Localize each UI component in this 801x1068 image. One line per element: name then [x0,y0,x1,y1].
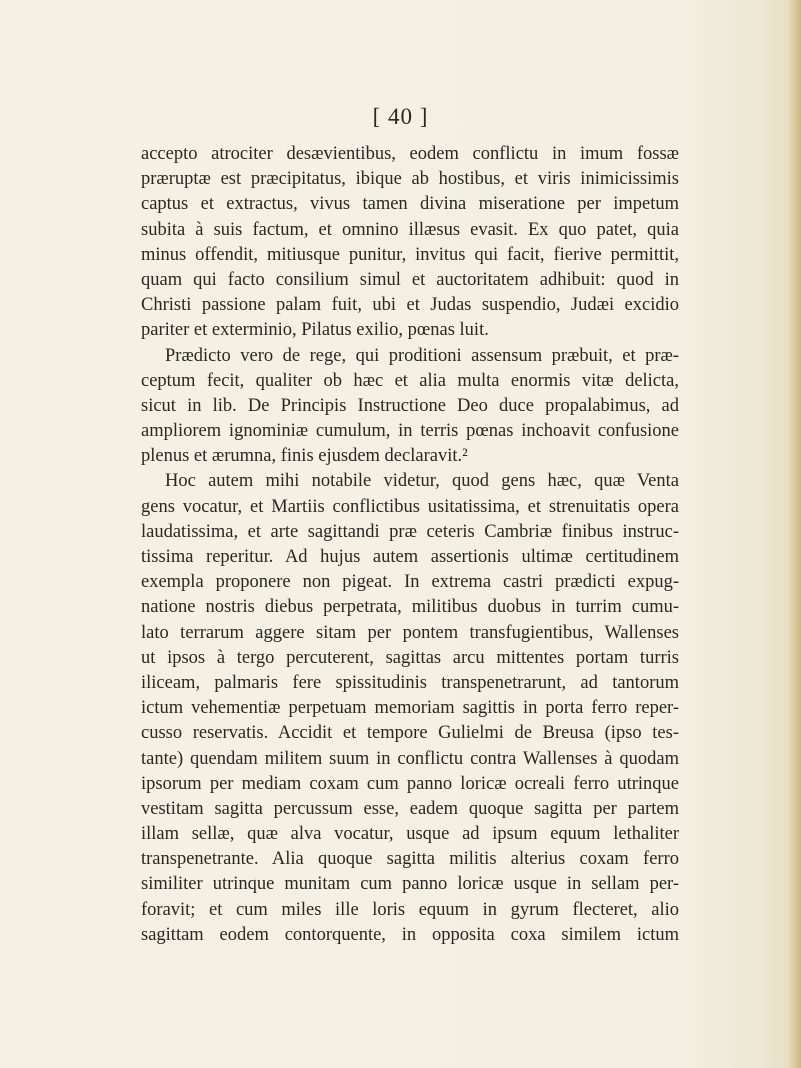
body-text [141,142,679,948]
text-line: accepto atrociter desævientibus, eodem conflictu in imum fossæ [141,144,679,164]
text-line: natione nostris diebus perpetrata, militibus duobus in turrim cumu- [141,597,679,618]
text-line: Christi passione palam fuit, ubi et Judas suspendio, Judæi excidio [141,295,679,316]
text-line: exempla proponere non pigeat. In extrema castri prædicti expug- [141,572,679,593]
text-line: pariter et exterminio, Pilatus exilio, pœnas luit. [141,320,489,341]
text-line: ceptum fecit, qualiter ob hæc et alia multa enormis vitæ delicta, [141,370,679,391]
text-line: quam qui facto consilium simul et auctoritatem adhibuit: quod in [141,269,679,290]
text-line: Prædicto vero de rege, qui proditioni assensum præbuit, et præ- [165,345,679,366]
text-line: ut ipsos à tergo percuterent, sagittas arcu mittentes portam turris [141,647,679,668]
text-line: tante) quendam militem suum in conflictu contra Wallenses à quodam [141,748,679,769]
text-line: sicut in lib. De Principis Instructione Deo duce propalabimus, ad [141,395,679,416]
text-line: iliceam, palmaris fere spissitudinis transpenetrarunt, ad tantorum [141,672,679,693]
text-line: præruptæ est præcipitatus, ibique ab hostibus, et viris inimicissimis [141,169,679,190]
page-edge-shadow [787,0,801,1068]
text-line: lato terrarum aggere sitam per pontem transfugientibus, Wallenses [141,622,679,643]
text-line: ampliorem ignominiæ cumulum, in terris pœnas inchoavit confusione [141,421,679,442]
text-line: illam sellæ, quæ alva vocatur, usque ad ipsum equum lethaliter [141,824,679,845]
text-line: Hoc autem mihi notabile videtur, quod gens hæc, quæ Venta [165,471,679,492]
text-line: transpenetrante. Alia quoque sagitta militis alterius coxam ferro [141,849,679,870]
text-line: ictum vehementiæ perpetuam memoriam sagittis in porta ferro reper- [141,698,679,719]
page-number: [ 40 ] [372,104,429,129]
text-line: gens vocatur, et Martiis conflictibus usitatissima, et strenuitatis opera [141,496,679,517]
text-line: vestitam sagitta percussum esse, eadem quoque sagitta per partem [141,798,679,819]
text-line: captus et extractus, vivus tamen divina miseratione per impetum [141,194,679,215]
text-line: ipsorum per mediam coxam cum panno loricæ ocreali ferro utrinque [141,773,679,794]
text-line: cusso reservatis. Accidit et tempore Gulielmi de Breusa (ipso tes- [141,723,679,744]
text-line: similiter utrinque munitam cum panno loricæ usque in sellam per- [141,874,679,895]
text-line: tissima reperitur. Ad hujus autem assertionis ultimæ certitudinem [141,547,679,567]
text-line: foravit; et cum miles ille loris equum in gyrum flecteret, alio [141,899,679,920]
text-line: sagittam eodem contorquente, in opposita coxa similem ictum [141,924,679,945]
text-line: minus offendit, mitiusque punitur, invitus qui facit, fierive permittit, [141,244,679,265]
text-line: subita à suis factum, et omnino illæsus evasit. Ex quo patet, quia [141,219,679,240]
text-line: plenus et ærumna, finis ejusdem declaravit.² [141,446,468,467]
text-line: laudatissima, et arte sagittandi præ ceteris Cambriæ finibus instruc- [141,521,679,542]
